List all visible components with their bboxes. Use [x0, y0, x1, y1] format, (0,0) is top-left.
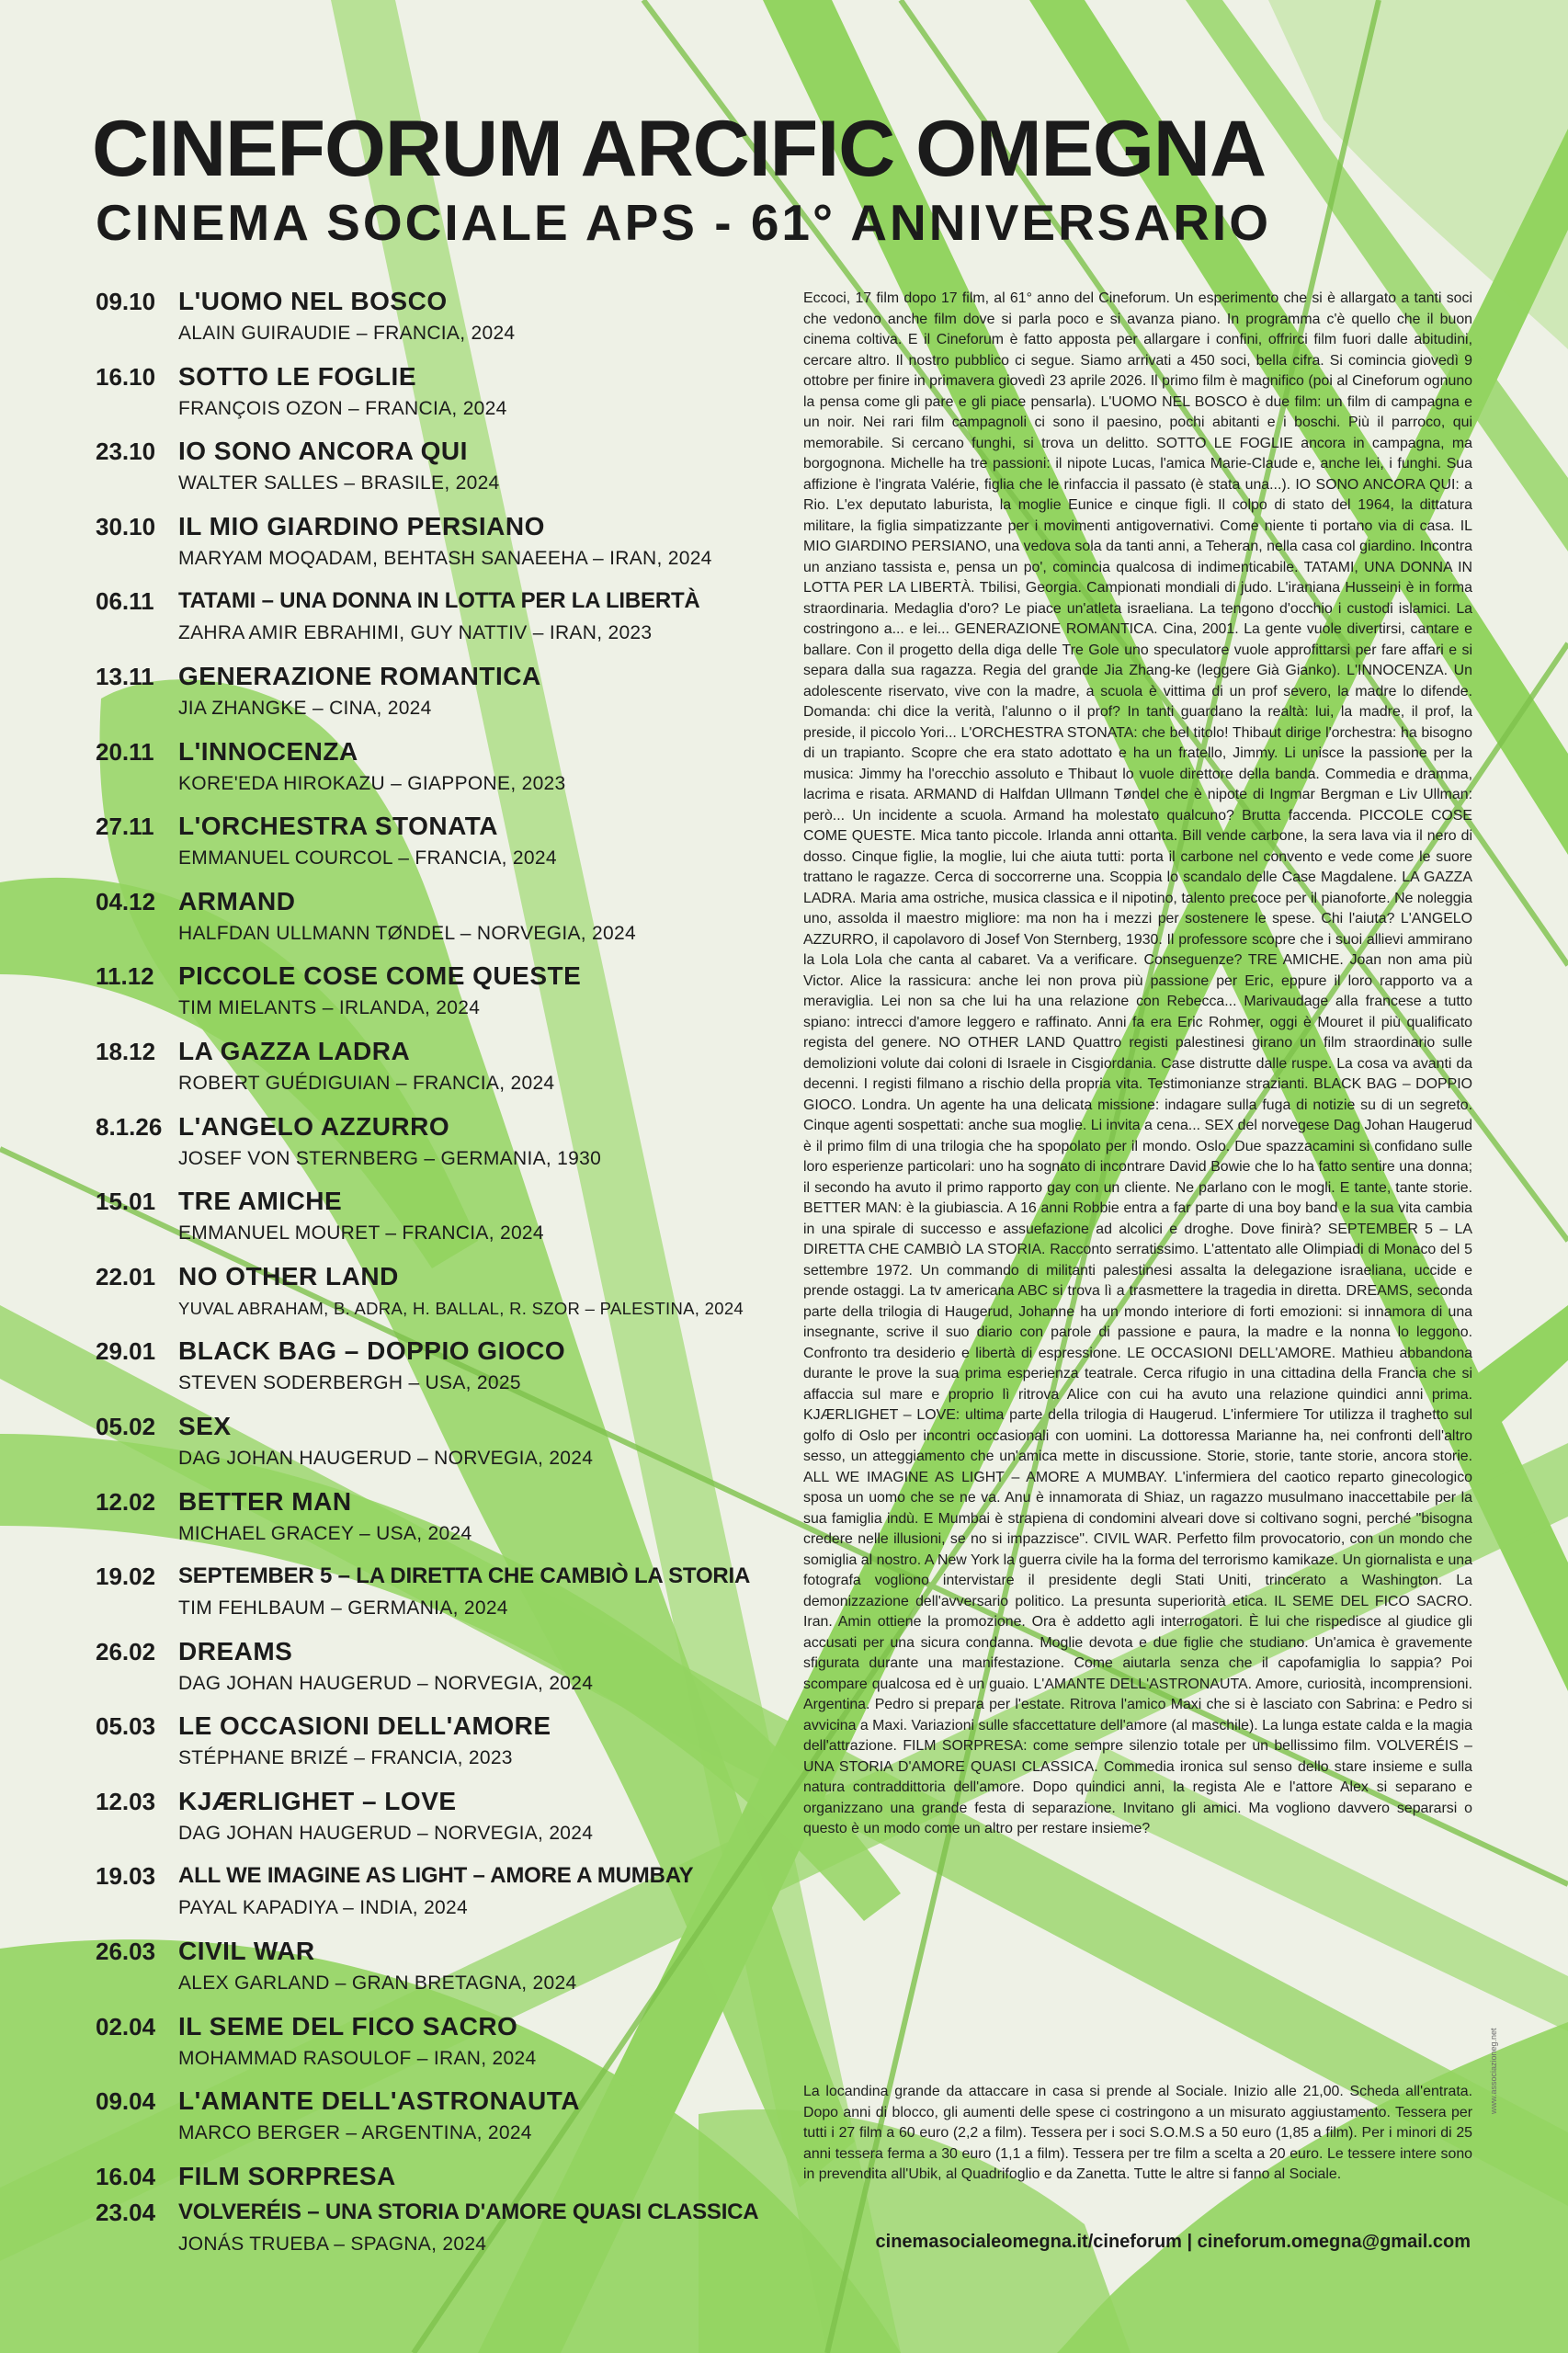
film-title: VOLVERÉIS – UNA STORIA D'AMORE QUASI CLASSICA — [178, 2199, 759, 2224]
program-item — [96, 1558, 776, 1633]
film-title: L'ANGELO AZZURRO — [178, 1111, 450, 1141]
screening-date: 05.03 — [96, 1712, 156, 1741]
screening-date: 8.1.26 — [96, 1112, 163, 1141]
film-title: KJÆRLIGHET – LOVE — [178, 1786, 457, 1815]
film-credit: DAG JOHAN HAUGERUD – NORVEGIA, 2024 — [178, 1672, 594, 1694]
program-item — [96, 1183, 776, 1258]
program-list — [96, 283, 776, 2268]
program-item — [96, 1408, 776, 1483]
film-credit: JONÁS TRUEBA – SPAGNA, 2024 — [178, 2233, 487, 2255]
program-item — [96, 583, 776, 658]
film-credit: ZAHRA AMIR EBRAHIMI, GUY NATTIV – IRAN, 2023 — [178, 622, 653, 644]
program-item — [96, 2194, 776, 2269]
film-credit: STÉPHANE BRIZÉ – FRANCIA, 2023 — [178, 1747, 513, 1769]
screening-date: 23.04 — [96, 2198, 156, 2226]
program-item — [96, 958, 776, 1033]
program-item — [96, 883, 776, 959]
film-title: ALL WE IMAGINE AS LIGHT – AMORE A MUMBAY — [178, 1863, 694, 1889]
program-item — [96, 733, 776, 809]
film-title: NO OTHER LAND — [178, 1261, 399, 1290]
film-title: FILM SORPRESA — [178, 2161, 396, 2190]
film-title: L'ORCHESTRA STONATA — [178, 812, 499, 841]
film-title: LA GAZZA LADRA — [178, 1036, 411, 1065]
film-title: IL SEME DEL FICO SACRO — [178, 2011, 518, 2040]
program-item — [96, 2083, 776, 2158]
film-title: TRE AMICHE — [178, 1187, 343, 1216]
program-item — [96, 1858, 776, 1933]
film-credit: EMMANUEL COURCOL – FRANCIA, 2024 — [178, 847, 557, 870]
program-item — [96, 1108, 776, 1184]
screening-date: 12.03 — [96, 1787, 156, 1815]
screening-date: 09.10 — [96, 288, 156, 315]
screening-date: 19.03 — [96, 1862, 156, 1891]
film-credit: WALTER SALLES – BRASILE, 2024 — [178, 472, 500, 494]
side-credit: www.associazioneg.net — [1489, 2028, 1498, 2114]
film-title: BLACK BAG – DOPPIO GIOCO — [178, 1336, 566, 1366]
screening-date: 05.02 — [96, 1412, 156, 1440]
screening-date: 11.12 — [96, 962, 154, 991]
film-title: GENERAZIONE ROMANTICA — [178, 661, 541, 690]
program-item — [96, 1633, 776, 1709]
screening-date: 30.10 — [96, 512, 156, 540]
screening-date: 16.04 — [96, 2162, 156, 2190]
program-item — [96, 1033, 776, 1108]
film-credit: MICHAEL GRACEY – USA, 2024 — [178, 1522, 472, 1544]
film-title: IO SONO ANCORA QUI — [178, 437, 468, 466]
screening-date: 29.01 — [96, 1337, 156, 1366]
program-item — [96, 1708, 776, 1783]
program-item — [96, 2008, 776, 2084]
screening-date: 12.02 — [96, 1487, 156, 1516]
contact-links[interactable]: cinemasocialeomegna.it/cineforum | cineforum.omegna@gmail.com — [875, 2232, 1471, 2252]
program-item — [96, 808, 776, 883]
film-title: ARMAND — [178, 886, 296, 915]
screening-date: 06.11 — [96, 587, 154, 616]
film-title: SEX — [178, 1411, 232, 1440]
film-credit: YUVAL ABRAHAM, B. ADRA, H. BALLAL, R. SZOR – PALESTINA, 2024 — [178, 1298, 744, 1318]
screening-date: 22.01 — [96, 1262, 156, 1290]
film-credit: EMMANUEL MOURET – FRANCIA, 2024 — [178, 1222, 544, 1245]
screening-date: 20.11 — [96, 737, 154, 766]
film-title: L'UOMO NEL BOSCO — [178, 287, 448, 315]
film-title: DREAMS — [178, 1636, 293, 1665]
screening-date: 09.04 — [96, 2087, 156, 2116]
film-title: BETTER MAN — [178, 1486, 352, 1516]
film-credit: TIM MIELANTS – IRLANDA, 2024 — [178, 997, 481, 1019]
film-credit: MARYAM MOQADAM, BEHTASH SANAEEHA – IRAN, 2024 — [178, 547, 712, 569]
screening-date: 18.12 — [96, 1037, 156, 1065]
screening-date: 13.11 — [96, 662, 154, 690]
poster-subtitle: CINEMA SOCIALE APS - 61° ANNIVERSARIO — [96, 194, 1271, 251]
film-credit: DAG JOHAN HAUGERUD – NORVEGIA, 2024 — [178, 1822, 594, 1844]
film-credit: PAYAL KAPADIYA – INDIA, 2024 — [178, 1897, 468, 1919]
program-item — [96, 433, 776, 508]
film-credit: STEVEN SODERBERGH – USA, 2025 — [178, 1372, 521, 1394]
film-credit: ROBERT GUÉDIGUIAN – FRANCIA, 2024 — [178, 1072, 555, 1094]
screening-date: 27.11 — [96, 813, 154, 841]
program-item — [96, 1333, 776, 1408]
program-item — [96, 2158, 776, 2194]
program-item — [96, 283, 776, 358]
screening-date: 19.02 — [96, 1563, 156, 1591]
film-title: IL MIO GIARDINO PERSIANO — [178, 511, 545, 540]
poster-title: CINEFORUM ARCIFIC OMEGNA — [92, 105, 1267, 193]
film-credit: HALFDAN ULLMANN TØNDEL – NORVEGIA, 2024 — [178, 922, 636, 944]
screening-date: 23.10 — [96, 438, 156, 466]
film-credit: JOSEF VON STERNBERG – GERMANIA, 1930 — [178, 1147, 602, 1169]
film-title: PICCOLE COSE COME QUESTE — [178, 961, 582, 991]
screening-date: 04.12 — [96, 887, 156, 915]
intro-text: Eccoci, 17 film dopo 17 film, al 61° anno del Cineforum. Un esperimento che si è allargato a tanti soci che vedono anche film dove si parla poco e si avanza piano. In programma c'è quello che il buon cinema coltiva. E il Cineforum è fatto apposta per allargare i confini, offrirci film fuori dalle abitudini, cercare altro. Il nostro pubblico ci segue. Siamo arrivati a 450 soci, bella cifra. Si comincia giovedì 9 ottobre per finire in primavera giovedì 23 aprile 2026. Il primo film è magnifico (poi al Cineforum ognuno la pensa come gli pare e gli piace pensarla). L'UOMO NEL BOSCO è due film: un film di campagna e un noir. Nei rari film campagnoli ci sono il paesino, pochi abitanti e i boschi. Più il parroco, qui memorabile. Si cercano funghi, si trova un delitto. SOTTO LE FOGLIE ancora in campagna, ma borgognona. Michelle ha tre passioni: il nipote Lucas, l'amica Marie-Claude e, anche lei, i funghi. Sua affizione è l'ingrata Valérie, figlia che le rinfaccia il passato (è stata una...). IO SONO ANCORA QUI: a Rio. L'ex deputato laburista, la moglie Eunice e cinque figli. Il colpo di stato del 1964, la dittatura militare, la figlia simpatizzante per i movimenti antigovernativi. Come niente ti portano via di casa. IL MIO GIARDINO PERSIANO, una vedova sola da tanti anni, a Teheran, nella casa col giardino. Incontra un anziano tassista e, pensa un po', comincia qualcosa di indimenticabile. TATAMI, UNA DONNA IN LOTTA PER LA LIBERTÀ. Tbilisi, Georgia. Campionati mondiali di judo. L'iraniana Husseini è in forma straordinaria. Medaglia d'oro? Le piace un'atleta israeliana. La tengono d'occhio i custodi islamici. La costringono a... e lei... GENERAZIONE ROMANTICA. Cina, 2001. La gente vuole divertirsi, cantare e ballare. Con il progetto della diga delle Tre Gole uno speculatore vuole approfittarsi per fare affari e si separa dalla sua ragazza. Regia del grande Jia Zhang-ke (leggere Già Gianko). L'INNOCENZA. Un adolescente riservato, vive con la madre, a scuola è vittima di un prof severo, la madre lo difende. Domanda: chi dice la verità, l'alunno o il prof? In tanti guardano la realtà: lui, la madre, il prof, la preside, il piccolo Yori... L'ORCHESTRA STONATA: che bel titolo! Thibaut dirige l'orchestra: ha bisogno di un trapianto. Scopre che era stato adottato e ha un fratello, Jimmy. Li unisce la passione per la musica: Jimmy ha l'orecchio assoluto e Thibaut lo vuole direttore della banda. Commedia e dramma, lacrima e risata. ARMAND di Halfdan Ullmann Tøndel che è nipote di Ingmar Bergman e Liv Ullman: però... Un incidente a scuola. Armand ha molestato qualcuno? Brutta faccenda. PICCOLE COSE COME QUESTE. Mica tanto piccole. Irlanda anni ottanta. Bill vende carbone, la sera lava via il nero di dosso. Cinque figlie, la moglie, lui che aiuta tutti: porta il carbone nel convento e vede come le suore trattano le ragazze. Cerca di soccorrerne una. Scoppia lo scandalo delle Case Magdalene. LA GAZZA LADRA. Maria ama ostriche, musica classica e il nipotino, talento precoce per il pianoforte. Ne noleggia uno, assolda il maestro migliore: ma non ha i mezzi per sostenere le spese. Chi l'aiuta? L'ANGELO AZZURRO, il capolavoro di Josef Von Sternberg, 1930. Il professore scopre che i suoi allievi ammirano la Lola Lola che canta al cabaret. Va a verificare. Conseguenze? TRE AMICHE. Joan non ama più Victor. Alice la rassicura: anche lei non prova più passione per Eric, eppure il loro rapporto va a meraviglia. Lei non sa che lui ha una relazione con Rebecca... Marivaudage alla francese a tutto spiano: intrecci d'amore leggero e raffinato. Anni fa era Eric Rohmer, oggi è Mouret il più qualificato regista del genere. NO OTHER LAND Quattro registi palestinesi girano un film straordinario sulle demolizioni volute dai coloni di Israele in Cisgiordania. Case distrutte dalle ruspe. La cosa va avanti da decenni. I registi filmano a rischio della propria vita. Testimonianze strazianti. BLACK BAG – DOPPIO GIOCO. Londra. Un agente ha una delicata missione: indagare sulla fuga di notizie su di un segreto. Cinque agenti sospettati: anche sua moglie. Li invita a cena... SEX del norvegese Dag Johan Haugerud è il primo film di una trilogia che ha spopolato per il mondo. Oslo. Due spazzacamini si confidano sulle loro esperienze particolari: uno ha sognato di incontrare David Bowie che lo ha fatto sentire una donna; il secondo ha avuto il primo rapporto gay con un cliente. Ne parlano con le mogli. E tante, tante storie. BETTER MAN: è la giubiascia. A 16 anni Robbie entra a far parte di una boy band e la sua vita cambia in una spirale di successo e assuefazione ad alcolici e droghe. Dove finirà? SEPTEMBER 5 – LA DIRETTA CHE CAMBIÒ LA STORIA. Racconto serratissimo. L'attentato alle Olimpiadi di Monaco del 5 settembre 1972. Un commando di militanti palestinesi assalta la delegazione israeliana, uccide e prende ostaggi. La tv americana ABC si trova lì a trasmettere la tragedia in diretta. DREAMS, seconda parte della trilogia di Haugerud, Johanne ha un mondo interiore di forti emozioni: si innamora di una insegnante, scrive il suo diario con parole di passione e paura, la madre e la nonna lo leggono. Confronto tra desiderio e libertà di espressione. LE OCCASIONI DELL'AMORE. Mathieu abbandona durante le prove la sua prima esperienza teatrale. Cerca rifugio in una cittadina della Francia che si affaccia sul mare e proprio lì ritrova Alice con cui ha avuto una relazione quindici anni prima. KJÆRLIGHET – LOVE: ultima parte della trilogia di Haugerud. L'infermiere Tor utilizza il traghetto sul golfo di Oslo per incontri occasionali con uomini. La dottoressa Marianne ha, nei confronti dell'altro sesso, un atteggiamento che un'amica mette in discussione. Storie, storie, tante storie, ancora storie. ALL WE IMAGINE AS LIGHT – AMORE A MUMBAY. L'infermiera del caotico reparto ginecologico sposa un uomo che se ne va. Anu è innamorata di Shiaz, un ragazzo musulmano inaccettabile per la sua famiglia indù. E Mumbai è strapiena di condomini alveari dove si coltivano sogni, perché "bisogna credere nelle illusioni, se no si impazzisce". CIVIL WAR. Perfetto film provocatorio, con un mondo che somiglia al nostro. A New York la guerra civile ha la forma del terrorismo kamikaze. Un giornalista e una fotografa vogliono intervistare il presidente degli Stati Uniti, trincerato a Washington. La demonizzazione dell'avversario politico. La presunta superiorità etica. IL SEME DEL FICO SACRO. Iran. Amin ottiene la promozione. Ora è addetto agli interrogatori. È lui che rispedisce al giudice gli accusati per una sicura condanna. Moglie devota e due figlie che studiano. Un'amica è gravemente sfigurata durante una manifestazione. Come aiutarla senza che il capofamiglia lo sappia? Poi scompare qualcosa ed è un guaio. L'AMANTE DELL'ASTRONAUTA. Amore, curiosità, incomprensioni. Argentina. Pedro si prepara per l'estate. Ritrova l'amico Maxi che si è lasciato con Sabrina: e Pedro si avvicina a Maxi. Variazioni sulle sfaccettature dell'amore (al maschile). La lunga estate calda e la magia dell'attrazione. FILM SORPRESA: come sempre silenzio totale per un bellissimo film. VOLVERÉIS – UNA STORIA D'AMORE QUASI CLASSICA. Commedia ironica sul senso dello stare insieme e sulla natura contraddittoria dell'amore. Dopo quindici anni, la regista Ale e l'attore Alex si separano e organizzano una grande festa di separazione. Invitano gli amici. Ma vogliono davvero separarsi o questo è un modo come un altro per restare insieme? — [803, 290, 1472, 1836]
program-item — [96, 1783, 776, 1859]
program-item — [96, 658, 776, 733]
film-credit: FRANÇOIS OZON – FRANCIA, 2024 — [178, 397, 507, 419]
film-credit: DAG JOHAN HAUGERUD – NORVEGIA, 2024 — [178, 1447, 594, 1469]
film-credit: JIA ZHANGKE – CINA, 2024 — [178, 697, 432, 719]
film-credit: KORE'EDA HIROKAZU – GIAPPONE, 2023 — [178, 772, 566, 794]
film-title: SEPTEMBER 5 – LA DIRETTA CHE CAMBIÒ LA STORIA — [178, 1563, 751, 1589]
program-item — [96, 1933, 776, 2008]
program-item — [96, 1483, 776, 1559]
film-title: L'INNOCENZA — [178, 736, 358, 766]
film-credit: TIM FEHLBAUM – GERMANIA, 2024 — [178, 1597, 508, 1620]
program-item — [96, 508, 776, 584]
program-item — [96, 1258, 776, 1334]
film-credit: ALEX GARLAND – GRAN BRETAGNA, 2024 — [178, 1972, 577, 1995]
screening-date: 26.02 — [96, 1637, 156, 1665]
film-title: L'AMANTE DELL'ASTRONAUTA — [178, 2086, 580, 2116]
film-credit: MARCO BERGER – ARGENTINA, 2024 — [178, 2122, 532, 2144]
practical-info: La locandina grande da attaccare in casa si prende al Sociale. Inizio alle 21,00. Scheda all'entrata. Dopo anni di blocco, gli aumenti delle spese ci costringono a un misurato aggiustamento. Tessera per tutti i 27 film a 60 euro (2,2 a film). Tessera per i soci S.O.M.S a 50 euro (1,85 a film). Per i minori di 25 anni tessera ferma a 30 euro (1,1 a film). Tessera per tre film a scelta a 20 euro. Le tessere intere sono in prevendita all'Ubik, al Quadrifoglio e da Zanetta. Tutte le altre si fanno al Sociale. — [803, 2084, 1472, 2182]
screening-date: 02.04 — [96, 2012, 156, 2040]
screening-date: 26.03 — [96, 1938, 156, 1966]
film-title: SOTTO LE FOGLIE — [178, 361, 416, 391]
film-title: CIVIL WAR — [178, 1937, 315, 1966]
screening-date: 16.10 — [96, 362, 156, 391]
program-item — [96, 358, 776, 434]
screening-date: 15.01 — [96, 1188, 156, 1216]
film-title: TATAMI – UNA DONNA IN LOTTA PER LA LIBERTÀ — [178, 588, 700, 614]
film-credit: MOHAMMAD RASOULOF – IRAN, 2024 — [178, 2047, 537, 2069]
film-title: LE OCCASIONI DELL'AMORE — [178, 1711, 551, 1741]
film-credit: ALAIN GUIRAUDIE – FRANCIA, 2024 — [178, 323, 516, 344]
